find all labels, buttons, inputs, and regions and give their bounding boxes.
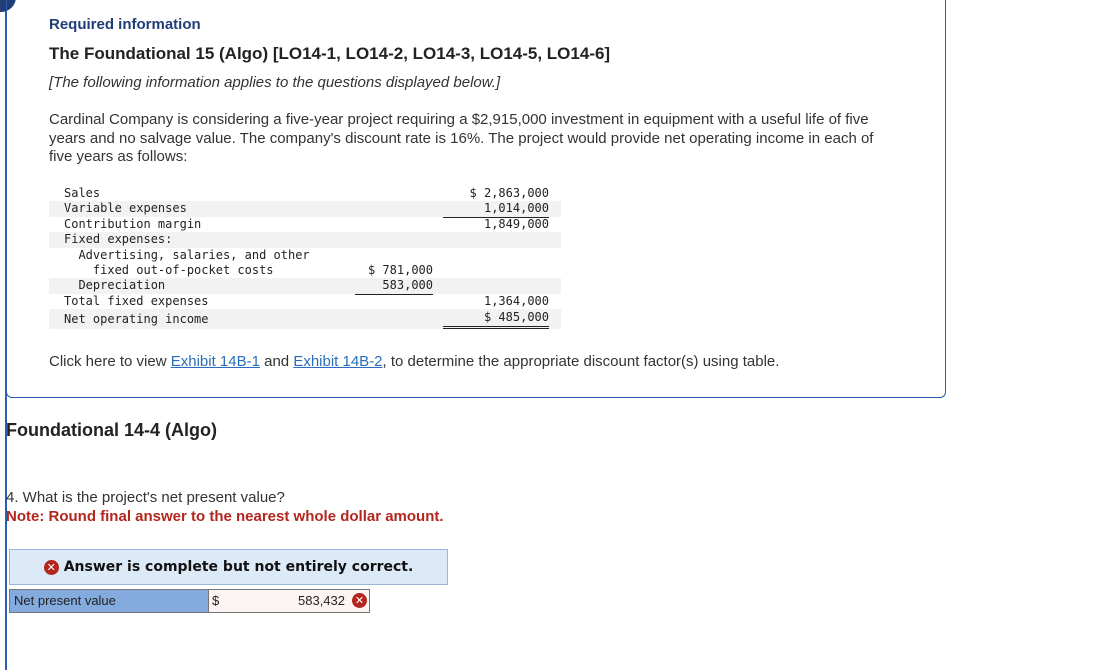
answer-status-text: Answer is complete but not entirely correct.	[63, 559, 414, 575]
table-row	[49, 232, 561, 247]
table-row	[49, 263, 561, 278]
row-value: 1,364,000	[443, 294, 549, 310]
row-label: Advertising, salaries, and other	[64, 247, 310, 262]
row-label: Sales	[64, 186, 101, 200]
row-value: 583,000	[355, 278, 433, 294]
click-text: , to determine the appropriate discount factor(s) using table.	[382, 353, 780, 370]
row-label: Fixed expenses:	[64, 232, 173, 247]
row-label: Contribution margin	[64, 216, 202, 231]
x-circle-icon: ✕	[44, 560, 59, 575]
table-row	[49, 248, 561, 263]
intro-paragraph: Cardinal Company is considering a five-year project requiring a $2,915,000 investment in equipment with a useful life of five years and no salvage value. The company's discount rate is 16%. The project would provide net operating income in each of five years as follows:	[49, 111, 874, 165]
npv-answer-row	[9, 589, 370, 613]
click-text: and	[259, 353, 294, 370]
section-title: Foundational 14-4 (Algo)	[6, 420, 217, 440]
exhibit-14b-1-link[interactable]: Exhibit 14B-1	[170, 353, 260, 370]
table-row	[49, 278, 561, 293]
question-text: 4. What is the project's net present value?	[6, 489, 285, 506]
income-statement-table	[49, 186, 561, 329]
row-label: Net operating income	[64, 312, 209, 327]
row-value: $ 2,863,000	[469, 186, 549, 200]
table-row	[49, 217, 561, 232]
answer-status-banner	[9, 549, 448, 585]
row-value: $ 781,000	[367, 262, 433, 277]
table-row	[49, 309, 561, 329]
row-label: fixed out-of-pocket costs	[64, 262, 274, 277]
required-info-label: Required information	[49, 16, 201, 33]
row-label: Total fixed expenses	[64, 293, 209, 308]
question-note: Note: Round final answer to the nearest whole dollar amount.	[6, 508, 444, 525]
table-row	[49, 294, 561, 309]
x-circle-icon: ✕	[352, 593, 367, 608]
currency-symbol: $	[212, 593, 220, 608]
click-text: Click here to view	[49, 353, 171, 370]
row-value: 1,849,000	[483, 216, 549, 231]
npv-value: 583,432	[298, 593, 345, 608]
row-label: Variable expenses	[64, 201, 187, 216]
page-title: The Foundational 15 (Algo) [LO14-1, LO14-2, LO14-3, LO14-5, LO14-6]	[49, 44, 611, 63]
row-value: 1,014,000	[443, 201, 549, 217]
exhibit-14b-2-link[interactable]: Exhibit 14B-2	[293, 353, 383, 370]
row-label: Depreciation	[64, 278, 166, 293]
info-note: [The following information applies to the questions displayed below.]	[49, 74, 501, 91]
exhibit-links	[49, 353, 779, 370]
npv-input[interactable]	[209, 590, 369, 612]
table-row	[49, 201, 561, 216]
npv-label: Net present value	[10, 590, 209, 612]
row-value: $ 485,000	[443, 309, 549, 329]
table-row	[49, 186, 561, 201]
